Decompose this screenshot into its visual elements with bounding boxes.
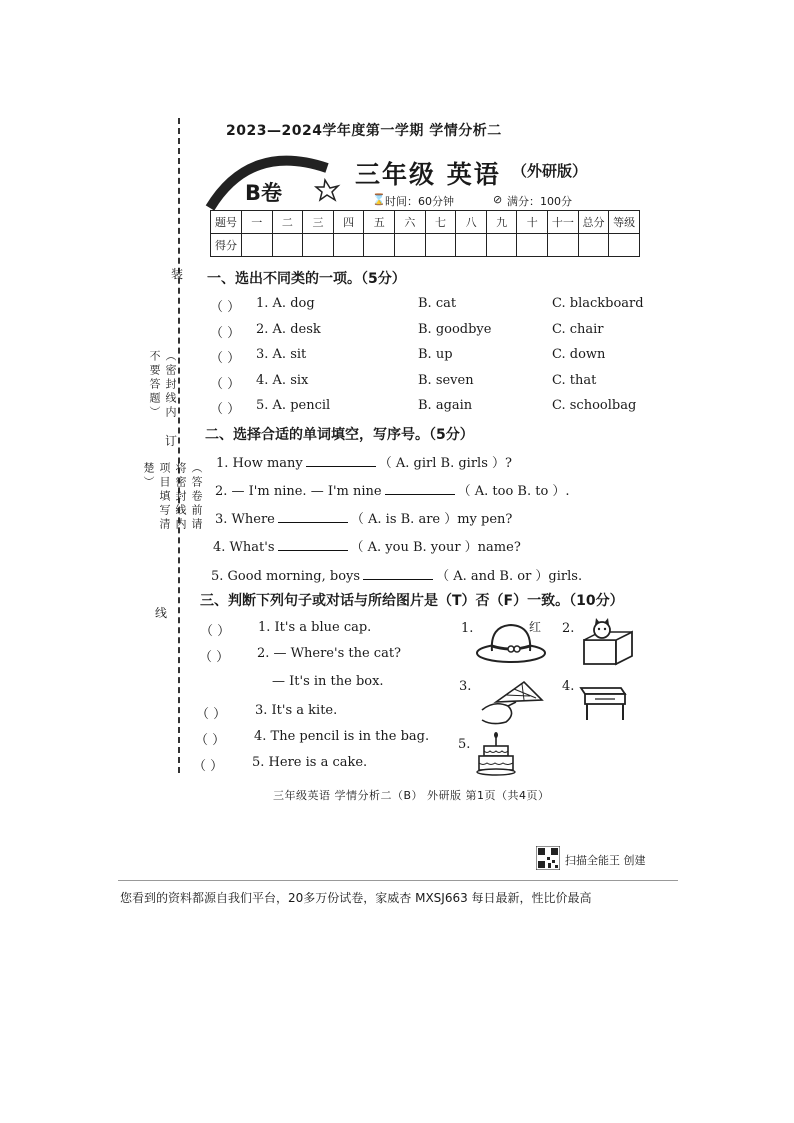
fill-blank-item (216, 452, 512, 471)
full-score: 满分：100分 (507, 195, 572, 208)
score-header-cell: 五 (364, 211, 395, 234)
option-b: B. cat (418, 296, 457, 311)
item-stem: 1. How many (216, 456, 303, 471)
option-b: B. again (418, 398, 473, 413)
score-header-cell: 总分 (578, 211, 609, 234)
option-c: C. schoolbag (552, 398, 637, 413)
option-c: C. blackboard (552, 296, 644, 311)
score-input-cell[interactable] (272, 234, 303, 257)
picture-4-number: 4. (562, 679, 575, 694)
item-options: （ A. too B. to ）. (457, 484, 570, 499)
score-input-cell[interactable] (456, 234, 487, 257)
score-input-cell[interactable] (486, 234, 517, 257)
score-input-cell[interactable] (548, 234, 579, 257)
bottom-divider (118, 880, 678, 881)
answer-blank[interactable] (278, 510, 348, 523)
answer-blank[interactable] (385, 482, 455, 495)
score-header-cell: 八 (456, 211, 487, 234)
option-a: 4. A. six (256, 372, 309, 388)
score-table-header-row (211, 211, 640, 234)
score-table (210, 210, 640, 257)
desk-picture (577, 680, 629, 722)
answer-blank[interactable] (363, 567, 433, 580)
answer-paren[interactable]: （ ） (199, 650, 230, 665)
binding-char-xian: 线 (155, 606, 168, 620)
score-header-cell: 等级 (609, 211, 640, 234)
main-title: 三年级 英语 (355, 160, 501, 189)
item-options: （ A. is B. are ）my pen? (350, 512, 513, 527)
score-header-cell: 四 (333, 211, 364, 234)
answer-blank[interactable] (278, 538, 348, 551)
judge-statement: 5. Here is a cake. (252, 755, 368, 770)
option-b: B. seven (418, 372, 474, 388)
score-input-cell[interactable] (303, 234, 334, 257)
paper-badge: B卷 (245, 181, 283, 205)
scanner-watermark: 扫描全能王 创建 (565, 854, 646, 867)
score-input-cell[interactable] (333, 234, 364, 257)
score-header-cell: 三 (303, 211, 334, 234)
option-a: 5. A. pencil (256, 398, 331, 413)
score-header-cell: 一 (242, 211, 273, 234)
option-c: C. chair (552, 321, 604, 337)
binding-char-zhuang: 装 (171, 267, 184, 281)
binding-note-1: （密封线内不要答题） (148, 350, 177, 420)
option-a: 1. A. dog (256, 296, 315, 311)
score-header-cell: 九 (486, 211, 517, 234)
exam-top-title: 2023—2024学年度第一学期 学情分析二 (226, 123, 502, 139)
section2-title: 二、选择合适的单词填空，写序号。（5分） (205, 427, 474, 443)
fill-blank-item (215, 480, 570, 499)
picture-1-color-label: 红 (529, 620, 542, 634)
score-input-cell[interactable] (364, 234, 395, 257)
bottom-promo-note: 您看到的资料都源自我们平台，20多万份试卷，家威杏 MXSJ663 每日最新，性比价最高 (120, 891, 592, 905)
answer-paren[interactable]: （ ） (210, 300, 241, 315)
score-header-cell: 七 (425, 211, 456, 234)
hourglass-icon: ⌛ (372, 193, 386, 206)
score-row-label: 得分 (211, 234, 242, 257)
score-input-cell[interactable] (578, 234, 609, 257)
page-footer: 三年级英语 学情分析二（B） 外研版 第1页（共4页） (273, 789, 550, 802)
answer-paren[interactable]: （ ） (196, 707, 227, 722)
score-input-cell[interactable] (242, 234, 273, 257)
exam-time: 时间：60分钟 (385, 195, 454, 208)
picture-1-number: 1. (461, 621, 474, 636)
fill-blank-item (211, 565, 582, 584)
score-input-cell[interactable] (609, 234, 640, 257)
score-header-cell: 十 (517, 211, 548, 234)
score-input-cell[interactable] (395, 234, 426, 257)
judge-statement: 2. — Where's the cat? (257, 646, 402, 661)
cat-in-box-picture (578, 618, 636, 666)
binding-dashed-line (178, 118, 180, 773)
item-stem: 2. — I'm nine. — I'm nine (215, 484, 382, 499)
answer-paren[interactable]: （ ） (210, 376, 241, 392)
fill-blank-item (213, 536, 521, 555)
answer-paren[interactable]: （ ） (195, 733, 226, 748)
judge-statement: 4. The pencil is in the bag. (254, 729, 430, 744)
judge-statement: 1. It's a blue cap. (258, 620, 372, 635)
item-options: （ A. girl B. girls ）? (378, 456, 512, 471)
section1-title: 一、选出不同类的一项。（5分） (207, 271, 406, 287)
option-a: 3. A. sit (256, 347, 307, 362)
edition-label: （外研版） (512, 162, 588, 180)
item-options: （ A. you B. your ）name? (350, 540, 521, 555)
item-stem: 4. What's (213, 540, 275, 555)
score-header-cell: 二 (272, 211, 303, 234)
item-options: （ A. and B. or ）girls. (436, 569, 583, 584)
check-circle-icon: ⊘ (493, 193, 503, 206)
option-b: B. goodbye (418, 321, 492, 337)
qr-code-icon (536, 846, 560, 870)
section3-title: 三、判断下列句子或对话与所给图片是（T）否（F）一致。（10分） (200, 593, 624, 609)
answer-paren[interactable]: （ ） (210, 402, 241, 417)
answer-blank[interactable] (306, 454, 376, 467)
score-input-cell[interactable] (425, 234, 456, 257)
binding-note-2: （答卷前请将密封线内项目填写清楚） (142, 462, 203, 532)
answer-paren[interactable]: （ ） (210, 351, 241, 366)
cake-picture (476, 732, 516, 778)
score-table-score-row (211, 234, 640, 257)
answer-paren[interactable]: （ ） (193, 759, 224, 774)
answer-paren[interactable]: （ ） (200, 624, 231, 639)
option-c: C. down (552, 347, 606, 362)
answer-paren[interactable]: （ ） (210, 325, 241, 341)
item-stem: 3. Where (215, 512, 275, 527)
score-input-cell[interactable] (517, 234, 548, 257)
option-b: B. up (418, 347, 453, 362)
option-c: C. that (552, 372, 597, 388)
score-header-cell: 题号 (211, 211, 242, 234)
item-stem: 5. Good morning, boys (211, 569, 361, 584)
binding-char-ding: 订 (165, 434, 178, 448)
picture-2-number: 2. (562, 621, 575, 636)
score-header-cell: 十一 (548, 211, 579, 234)
picture-3-number: 3. (459, 679, 472, 694)
umbrella-hand-picture (476, 680, 544, 726)
fill-blank-item (215, 508, 512, 527)
picture-5-number: 5. (458, 737, 471, 752)
score-header-cell: 六 (395, 211, 426, 234)
judge-statement: 3. It's a kite. (255, 703, 338, 718)
option-a: 2. A. desk (256, 321, 321, 337)
judge-statement: — It's in the box. (272, 674, 384, 689)
